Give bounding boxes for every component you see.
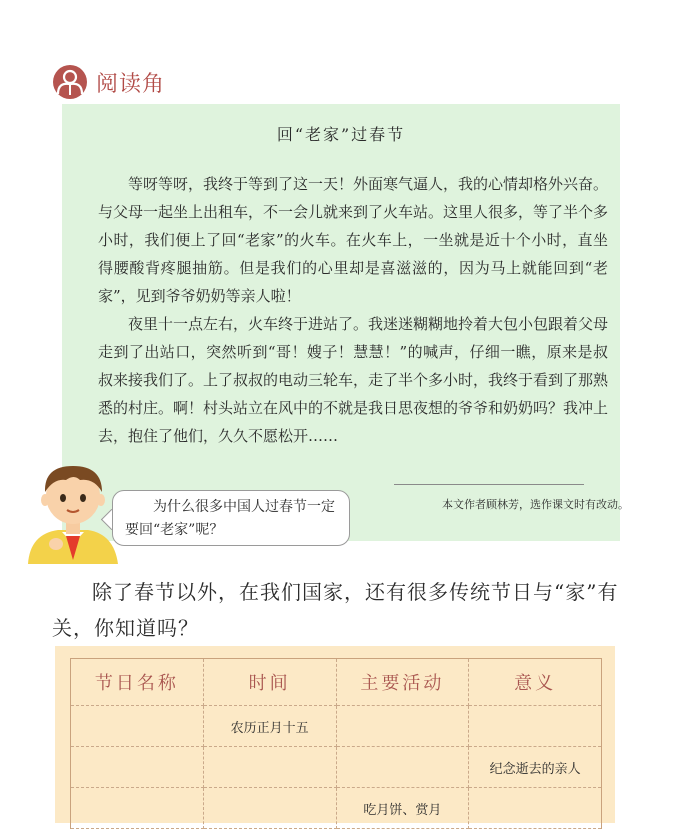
table-cell[interactable] <box>336 706 469 747</box>
table-cell[interactable] <box>203 788 336 829</box>
table-cell[interactable] <box>469 788 602 829</box>
table-cell[interactable]: 纪念逝去的亲人 <box>469 747 602 788</box>
passage-paragraph: 等呀等呀，我终于等到了这一天！外面寒气逼人，我的心情却格外兴奋。与父母一起坐上出租车，不一会儿就来到了火车站。这里人很多，等了半个多小时，我们便上了回“老家”的火车。在火车上，一坐就是近十个小时，直坐得腰酸背疼腿抽筋。但是我们的心里却是喜滋滋的，因为马上就能回到“老家”，见到爷爷奶奶等亲人啦！ <box>98 175 609 305</box>
reading-corner-icon <box>52 64 88 100</box>
table-row <box>71 788 602 829</box>
passage-title: 回“老家”过春节 <box>276 125 406 144</box>
column-header: 主要活动 <box>336 659 469 706</box>
table-cell[interactable] <box>71 706 204 747</box>
festival-table-panel <box>55 646 615 823</box>
table-cell[interactable]: 吃月饼、赏月 <box>336 788 469 829</box>
column-header: 意义 <box>469 659 602 706</box>
table-cell[interactable] <box>71 788 204 829</box>
table-cell[interactable]: 农历正月十五 <box>203 706 336 747</box>
section-title: 阅读角 <box>96 71 166 97</box>
table-row <box>71 747 602 788</box>
passage-paragraph: 夜里十一点左右，火车终于进站了。我迷迷糊糊地拎着大包小包跟着父母走到了出站口，突然听到“哥！嫂子！慧慧！”的喊声，仔细一瞧，原来是叔叔来接我们了。上了叔叔的电动三轮车，走了半个多小时，我终于看到了那熟悉的村庄。啊！村头站立在风中的不就是我日思夜想的爷爷和奶奶吗？我冲上去，抱住了他们，久久不愿松开…… <box>98 315 609 445</box>
festival-table <box>70 658 602 829</box>
reading-passage <box>62 104 629 541</box>
table-cell[interactable] <box>469 706 602 747</box>
table-header-row <box>71 659 602 706</box>
discussion-question: 除了春节以外，在我们国家，还有很多传统节日与“家”有关，你知道吗？ <box>52 580 619 640</box>
column-header: 时间 <box>203 659 336 706</box>
table-cell[interactable] <box>203 747 336 788</box>
passage-body <box>98 170 608 450</box>
source-note: 本文作者顾林芳，选作课文时有改动。 <box>442 498 629 511</box>
table-cell[interactable] <box>336 747 469 788</box>
table-cell[interactable] <box>71 747 204 788</box>
table-row <box>71 706 602 747</box>
column-header: 节日名称 <box>71 659 204 706</box>
section-header <box>52 62 165 102</box>
source-divider <box>394 484 584 485</box>
bubble-question: 为什么很多中国人过春节一定要回“老家”呢？ <box>125 499 335 538</box>
speech-bubble <box>112 490 350 546</box>
